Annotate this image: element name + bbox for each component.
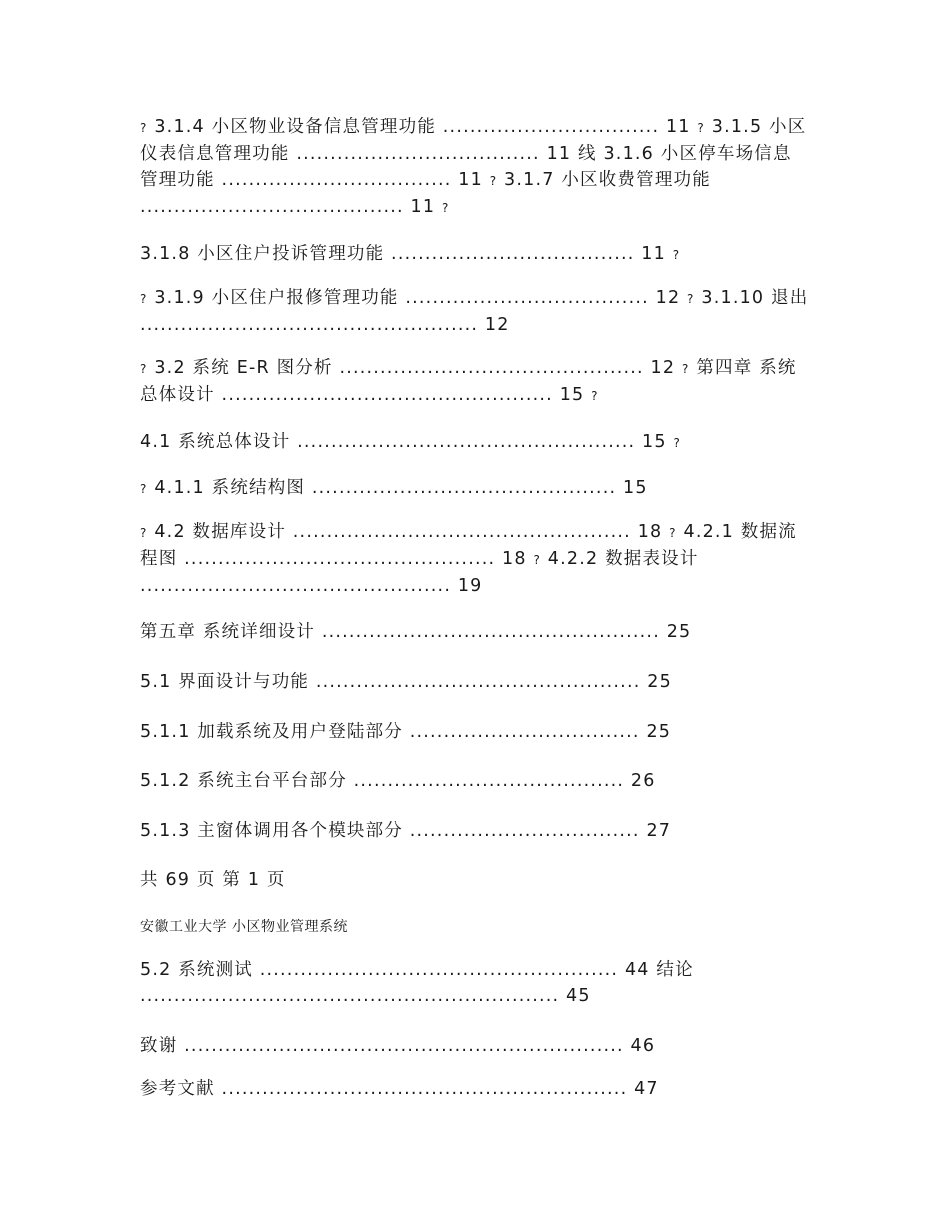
running-header: 安徽工业大学 小区物业管理系统	[140, 919, 348, 935]
toc-entry-5-1-3: 5.1.3 主窗体调用各个模块部分 .................................. 27	[140, 821, 672, 841]
unknown-glyph: ?	[672, 248, 681, 262]
toc-entry-4-1-1	[140, 475, 810, 502]
toc-entry-5-1: 5.1 界面设计与功能 ................................................ 25	[140, 672, 672, 692]
toc-entry-chapter-5: 第五章 系统详细设计 .................................................. 25	[140, 622, 692, 642]
toc-entry-5-2-and-conclusion: 5.2 系统测试 ..................................................... 44 结论 .............................................................. 45	[140, 960, 694, 1006]
unknown-glyph: ?	[140, 362, 148, 376]
toc-text: 4.2.1 数据流程图 .............................................. 18	[140, 522, 797, 569]
unknown-glyph: ?	[673, 436, 682, 450]
unknown-glyph: ?	[687, 292, 695, 306]
toc-text: 3.1.8 小区住户投诉管理功能 .................................... 11	[140, 244, 673, 264]
toc-text: 第四章 系统总体设计 ................................................. 15	[140, 358, 797, 405]
toc-text: 4.1.1 系统结构图 ............................................. 15	[147, 478, 648, 498]
toc-entry-3-1-9-and-3-1-10	[140, 285, 810, 338]
unknown-glyph: ?	[591, 389, 599, 403]
unknown-glyph: ?	[681, 362, 690, 376]
toc-entry-references: 参考文献 ............................................................ 47	[140, 1079, 659, 1099]
toc-entry-5-1-2: 5.1.2 系统主台平台部分 ........................................ 26	[140, 771, 656, 791]
unknown-glyph: ?	[140, 526, 148, 540]
toc-entry-4-2-group	[140, 519, 810, 599]
toc-text: 4.2 数据库设计 .................................................. 18	[147, 522, 670, 542]
unknown-glyph: ?	[533, 553, 542, 567]
toc-entry-acknowledgements: 致谢 ................................................................. 46	[140, 1036, 656, 1056]
toc-entry-3-2-and-chapter-4	[140, 355, 810, 409]
toc-entry-3-1-4-to-3-1-7	[140, 114, 810, 221]
unknown-glyph: ?	[140, 292, 148, 306]
toc-text: 3.2 系统 E-R 图分析 ............................................. 12	[147, 358, 682, 378]
unknown-glyph: ?	[669, 526, 677, 540]
unknown-glyph: ?	[441, 201, 450, 215]
unknown-glyph: ?	[489, 174, 498, 188]
unknown-glyph: ?	[140, 482, 148, 496]
toc-entry-3-1-8	[140, 241, 810, 268]
toc-text: 4.2.2 数据表设计 .............................................. 19	[140, 549, 699, 596]
unknown-glyph: ?	[140, 121, 148, 135]
toc-entry-4-1	[140, 429, 810, 456]
toc-text: 3.1.10 退出 .................................................. 12	[140, 288, 809, 335]
toc-text: 3.1.7 小区收费管理功能 ....................................... 11	[140, 170, 711, 217]
toc-entry-5-1-1: 5.1.1 加载系统及用户登陆部分 .................................. 25	[140, 722, 672, 742]
toc-text: 3.1.4 小区物业设备信息管理功能 ................................ 11	[147, 117, 698, 137]
toc-text: 4.1 系统总体设计 .................................................. 15	[140, 432, 674, 452]
toc-text: 3.1.9 小区住户报修管理功能 .................................... 12	[147, 288, 688, 308]
unknown-glyph: ?	[697, 121, 705, 135]
toc-text: 3.1.5 小区仪表信息管理功能 .................................... 11 线 3.1.6 小区停车场信息管理功能 .................................. 11	[140, 117, 807, 190]
page-count: 共 69 页 第 1 页	[140, 870, 286, 890]
